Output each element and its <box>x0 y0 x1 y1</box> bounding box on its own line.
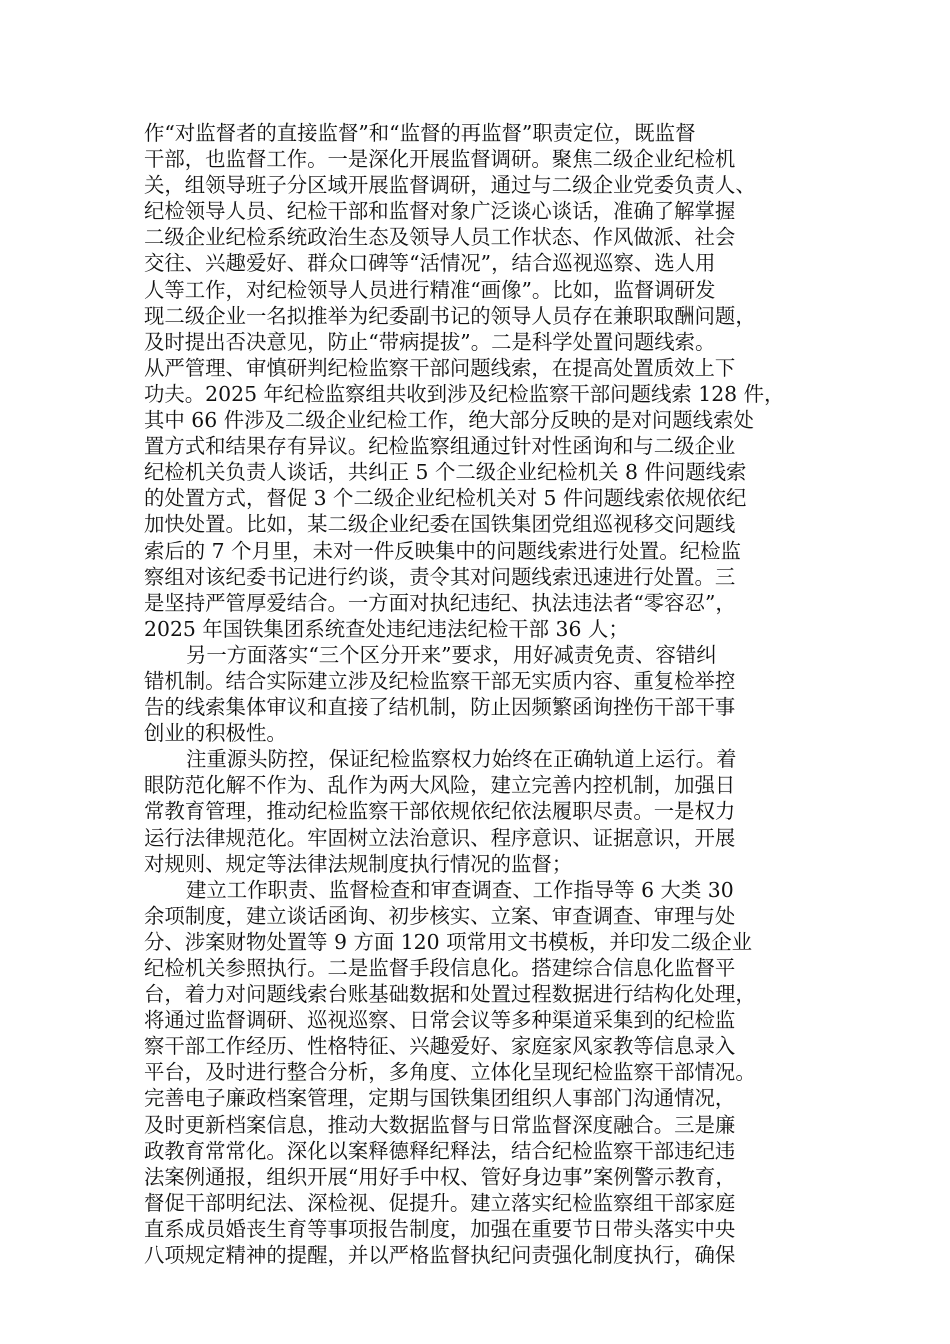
text-line: 纪检领导人员、纪检干部和监督对象广泛谈心谈话，准确了解掌握 <box>144 199 736 224</box>
paragraph-3 <box>144 746 826 876</box>
text-line: 从严管理、审慎研判纪检监察干部问题线索，在提高处置质效上下 <box>144 355 736 380</box>
text-line: 交往、兴趣爱好、群众口碑等“活情况”，结合巡视巡察、选人用 <box>144 251 716 276</box>
text-line: 错机制。结合实际建立涉及纪检监察干部无实质内容、重复检举控 <box>144 668 736 693</box>
text-line: 纪检机关参照执行。二是监督手段信息化。搭建综合信息化监督平 <box>144 956 736 980</box>
text-line: 关，组领导班子分区域开展监督调研，通过与二级企业党委负责人、 <box>144 173 756 198</box>
text-line: 的处置方式，督促 3 个二级企业纪检机关对 5 件问题线索依规依纪 <box>144 486 747 511</box>
text-line: 台，着力对问题线索台账基础数据和处置过程数据进行结构化处理， <box>144 982 756 1007</box>
text-line: 干部，也监督工作。一是深化开展监督调研。聚焦二级企业纪检机 <box>144 147 736 172</box>
text-line: 人等工作，对纪检领导人员进行精准“画像”。比如，监督调研发 <box>144 277 716 302</box>
text-line: 索后的 7 个月里，未对一件反映集中的问题线索进行处置。纪检监 <box>144 538 741 563</box>
text-line: 注重源头防控，保证纪检监察权力始终在正确轨道上运行。着 <box>186 747 737 772</box>
text-line: 眼防范化解不作为、乱作为两大风险，建立完善内控机制，加强日 <box>144 773 736 798</box>
paragraph-1 <box>144 120 826 642</box>
text-line: 常教育管理，推动纪检监察干部依规依纪依法履职尽责。一是权力 <box>144 799 736 824</box>
paragraph-2 <box>144 642 826 746</box>
text-line: 功夫。2025 年纪检监察组共收到涉及纪检监察干部问题线索 128 件， <box>144 381 785 406</box>
text-line: 平台，及时进行整合分析，多角度、立体化呈现纪检监察干部情况。 <box>144 1060 756 1085</box>
text-line: 加快处置。比如，某二级企业纪委在国铁集团党组巡视移交问题线 <box>144 512 736 537</box>
text-line: 及时更新档案信息，推动大数据监督与日常监督深度融合。三是廉 <box>144 1112 736 1137</box>
text-line: 督促干部明纪法、深检视、促提升。建立落实纪检监察组干部家庭 <box>144 1190 736 1215</box>
text-line: 察干部工作经历、性格特征、兴趣爱好、家庭家风家教等信息录入 <box>144 1034 736 1059</box>
text-line: 作“对监督者的直接监督”和“监督的再监督”职责定位，既监督 <box>144 121 696 145</box>
text-line: 察组对该纪委书记进行约谈，责令其对问题线索迅速进行处置。三 <box>144 564 736 589</box>
document-body <box>144 120 826 1268</box>
text-line: 现二级企业一名拟推举为纪委副书记的领导人员存在兼职取酬问题， <box>144 303 756 328</box>
text-line: 将通过监督调研、巡视巡察、日常会议等多种渠道采集到的纪检监 <box>144 1008 736 1033</box>
text-line: 法案例通报，组织开展“用好手中权、管好身边事”案例警示教育， <box>144 1164 736 1189</box>
text-line: 是坚持严管厚爱结合。一方面对执纪违纪、执法违法者“零容忍”， <box>144 590 736 615</box>
text-line: 直系成员婚丧生育等事项报告制度，加强在重要节日带头落实中央 <box>144 1216 736 1241</box>
text-line: 其中 66 件涉及二级企业纪检工作，绝大部分反映的是对问题线索处 <box>144 408 754 433</box>
text-line: 及时提出否决意见，防止“带病提拔”。二是科学处置问题线索。 <box>144 329 716 354</box>
text-line: 对规则、规定等法律法规制度执行情况的监督； <box>144 851 573 876</box>
text-line: 另一方面落实“三个区分开来”要求，用好减责免责、容错纠 <box>186 642 717 667</box>
text-line: 余项制度，建立谈话函询、初步核实、立案、审查调查、审理与处 <box>144 903 736 928</box>
text-line: 置方式和结果存有异议。纪检监察组通过针对性函询和与二级企业 <box>144 434 736 459</box>
text-line: 创业的积极性。 <box>144 721 287 746</box>
text-line: 二级企业纪检系统政治生态及领导人员工作状态、作风做派、社会 <box>144 225 736 250</box>
text-line: 纪检机关负责人谈话，共纠正 5 个二级企业纪检机关 8 件问题线索 <box>144 460 747 485</box>
text-line: 告的线索集体审议和直接了结机制，防止因频繁函询挫伤干部干事 <box>144 695 736 720</box>
text-line: 分、涉案财物处置等 9 方面 120 项常用文书模板，并印发二级企业 <box>144 929 752 954</box>
text-line: 运行法律规范化。牢固树立法治意识、程序意识、证据意识，开展 <box>144 825 736 850</box>
text-line: 建立工作职责、监督检查和审查调查、工作指导等 6 大类 30 <box>186 877 734 902</box>
text-line: 八项规定精神的提醒，并以严格监督执纪问责强化制度执行，确保 <box>144 1243 736 1268</box>
text-line: 完善电子廉政档案管理，定期与国铁集团组织人事部门沟通情况， <box>144 1086 736 1111</box>
text-line: 2025 年国铁集团系统查处违纪违法纪检干部 36 人； <box>144 616 629 641</box>
paragraph-4 <box>144 877 826 1268</box>
text-line: 政教育常常化。深化以案释德释纪释法，结合纪检监察干部违纪违 <box>144 1138 736 1163</box>
